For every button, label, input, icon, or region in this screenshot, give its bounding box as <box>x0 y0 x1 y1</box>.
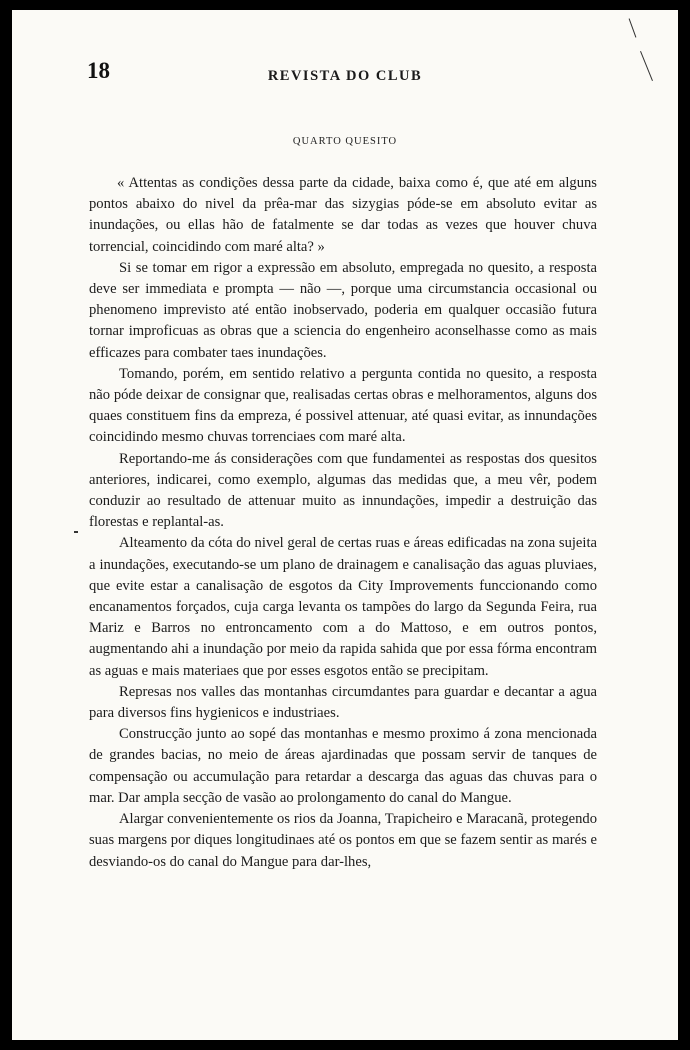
document-page <box>12 10 678 1040</box>
scan-mark <box>629 18 637 37</box>
paragraph: Alteamento da cóta do nivel geral de certas ruas e áreas edificadas na zona sujeita a inundações, executando-se um plano de drainagem e canalisação das aguas pluviaes, que evite estar a canalisação de esgotos da City Improvements funccionando como encanamentos forçados, cuja carga levanta os tampões do largo da Segunda Feira, rua Mariz e Barros no entroncamento com a do Mattoso, e em outros pontos, augmentando ahi a inundação por meio da rapida sahida que por essa fórma encontram as aguas e mais materiaes que por esses esgotos então se precipitam. <box>89 535 597 679</box>
paragraph: Tomando, porém, em sentido relativo a pergunta contida no quesito, a resposta não póde deixar de consignar que, realisadas certas obras e melhoramentos, alguns dos quaes constituem fins da empreza, é possivel attenuar, até quasi evitar, as innundações coincidindo mesmo chuvas torrenciaes com maré alta. <box>89 365 597 446</box>
paragraph: Reportando-me ás considerações com que fundamentei as respostas dos quesitos anteriores, indicarei, como exemplo, algumas das medidas que, a meu vêr, podem conduzir ao resultado de attenuar muito as innundações, impedir a destruição das florestas e replantal-as. <box>89 450 597 531</box>
paragraph: Si se tomar em rigor a expressão em absoluto, empregada no quesito, a resposta deve ser immediata e prompta — não —, porque uma circumstancia occasional ou phenomeno imprevisto até então inobservado, poderia em qualquer occasião futura tornar improficuas as obras que a sciencia do engenheiro aconselhasse como as mais efficazes para combater taes inundações. <box>89 259 597 361</box>
paragraph: Alargar convenientemente os rios da Joanna, Trapicheiro e Maracanã, protegendo suas margens por diques longitudinaes até os pontos em que se fazem sentir as marés e desviando-os do canal do Mangue para dar-lhes, <box>89 811 597 870</box>
paragraph: Represas nos valles das montanhas circumdantes para guardar e decantar a agua para diversos fins hygienicos e industriaes. <box>89 683 597 722</box>
page-number: 18 <box>87 58 110 83</box>
body-text <box>89 173 597 873</box>
paragraph: Construcção junto ao sopé das montanhas e mesmo proximo á zona mencionada de grandes bacias, no meio de áreas ajardinadas que possam servir de tanques de compensação ou accumulação para retardar a descarga das aguas das chuvas para o mar. Dar ampla secção de vasão ao prolongamento do canal do Mangue. <box>89 726 597 806</box>
running-title: REVISTA DO CLUB <box>267 68 423 84</box>
scan-mark <box>74 531 78 533</box>
section-title: QUARTO QUESITO <box>292 136 398 147</box>
paragraph-question: « Attentas as condições dessa parte da cidade, baixa como é, que até em alguns pontos abaixo do nivel da prêa-mar das sizygias póde-se em absoluto evitar as inundações, ou ellas hão de fatalmente se dar todas as vezes que houver chuva torrencial, coincidindo com maré alta? » <box>89 175 597 255</box>
